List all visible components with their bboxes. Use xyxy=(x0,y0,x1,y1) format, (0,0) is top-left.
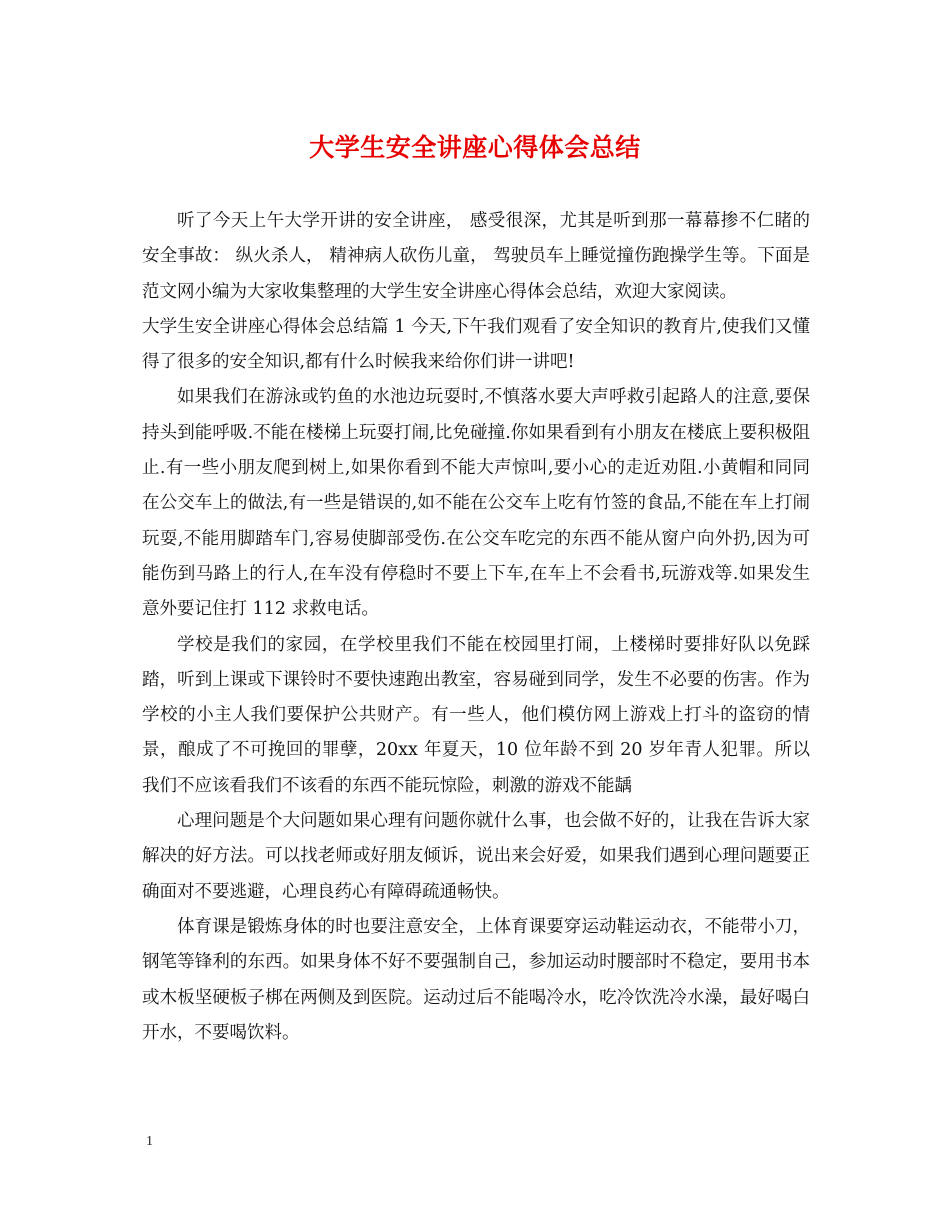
paragraph-water-safety: 如果我们在游泳或钓鱼的水池边玩耍时,不慎落水要大声呼救引起路人的注意,要保持头到能呼吸.不能在楼梯上玩耍打闹,比免碰撞.你如果看到有小朋友在楼底上要积极阻止.有一些小朋友爬到树上,如果你看到不能大声惊叫,要小心的走近劝阻.小黄帽和同同在公交车上的做法,有一些是错误的,如不能在公交车上吃有竹签的食品,不能在车上打闹玩耍,不能用脚踏车门,容易使脚部受伤.在公交车吃完的东西不能从窗户向外扔,因为可能伤到马路上的行人,在车没有停稳时不要上下车,在车上不会看书,玩游戏等.如果发生意外要记住打 112 求救电话。 xyxy=(142,387,810,620)
paragraph-intro: 听了今天上午大学开讲的安全讲座， 感受很深，尤其是听到那一幕幕掺不仁睹的安全事故： 纵火杀人， 精神病人砍伤儿童， 驾驶员车上睡觉撞伤跑操学生等。下面是范文网小编为大家收集整理的大学生安全讲座心得体会总结，欢迎大家阅读。 xyxy=(142,211,810,302)
paragraph-pe-safety: 体育课是锻炼身体的时也要注意安全，上体育课要穿运动鞋运动衣，不能带小刀，钢笔等锋利的东西。如果身体不好不要强制自己，参加运动时腰部时不稳定，要用书本或木板坚硬板子梆在两侧及到医院。运动过后不能喝冷水，吃冷饮洗冷水澡，最好喝白开水，不要喝饮料。 xyxy=(142,916,810,1043)
paragraph-school-safety: 学校是我们的家园，在学校里我们不能在校园里打闹，上楼梯时要排好队以免踩踏，听到上课或下课铃时不要快速跑出教室，容易碰到同学，发生不必要的伤害。作为学校的小主人我们要保护公共财产。有一些人，他们模仿网上游戏上打斗的盗窃的情景，酿成了不可挽回的罪孽，20xx 年夏天，10 位年龄不到 20 岁年青人犯罪。所以我们不应该看我们不该看的东西不能玩惊险，刺激的游戏不能龋 xyxy=(142,634,810,796)
document-title: 大学生安全讲座心得体会总结 xyxy=(309,133,641,162)
page-number: 1 xyxy=(146,1134,153,1149)
paragraph-section-heading: 大学生安全讲座心得体会总结篇 1 今天,下午我们观看了安全知识的教育片,使我们又懂得了很多的安全知识,都有什么时候我来给你们讲一讲吧! xyxy=(142,316,810,373)
paragraph-mental-health: 心理问题是个大问题如果心理有问题你就什么事，也会做不好的，让我在告诉大家解决的好方法。可以找老师或好朋友倾诉，说出来会好爱，如果我们遇到心理问题要正确面对不要逃避，心理良药心有障碍疏通畅快。 xyxy=(142,811,810,902)
document-body xyxy=(142,204,810,1051)
